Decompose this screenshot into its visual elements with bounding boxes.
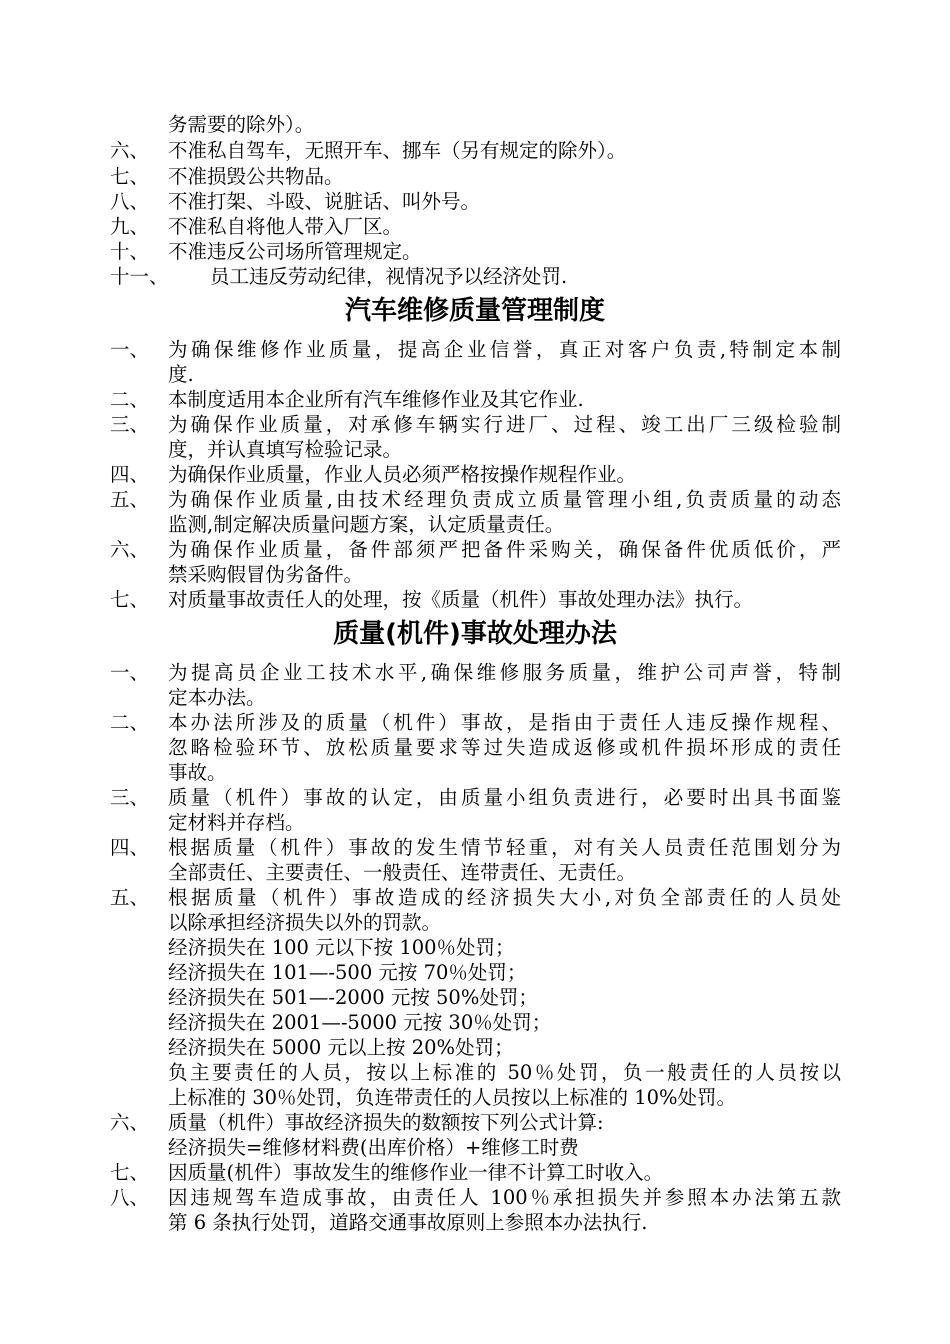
item-text: 监测,制定解决质量问题方案，认定质量责任。 bbox=[168, 513, 565, 536]
section-title: 汽车维修质量管理制度 bbox=[344, 296, 605, 326]
item-number: 七、 bbox=[110, 588, 150, 611]
item-text: 定本办法。 bbox=[168, 686, 266, 709]
item-text: 经济损失在 501—-2000 元按 50%处罚； bbox=[168, 986, 538, 1009]
item-text: 度. bbox=[168, 363, 194, 386]
item-number: 二、 bbox=[110, 711, 150, 734]
item-number: 十、 bbox=[110, 240, 150, 263]
item-number: 七、 bbox=[110, 1161, 150, 1184]
item-text: 经济损失在 100 元以下按 100％处罚； bbox=[168, 936, 515, 959]
item-text: 因质量(机件）事故发生的维修作业一律不计算工时收入。 bbox=[168, 1161, 664, 1184]
item-number: 十一、 bbox=[110, 265, 169, 288]
item-text: 负主要责任的人员，按以上标准的 50％处罚，负一般责任的人员按以 bbox=[168, 1061, 841, 1084]
item-text: 为确保作业质量，作业人员必须严格按操作规程作业。 bbox=[168, 463, 637, 486]
item-text: 事故。 bbox=[168, 761, 227, 784]
item-text: 员工违反劳动纪律，视情况予以经济处罚. bbox=[210, 265, 568, 288]
item-text: 质量（机件）事故的认定，由质量小组负责进行，必要时出具书面鉴 bbox=[168, 786, 841, 809]
item-number: 五、 bbox=[110, 488, 150, 511]
item-number: 五、 bbox=[110, 886, 150, 909]
item-number: 七、 bbox=[110, 165, 150, 188]
item-text: 不准打架、斗殴、说脏话、叫外号。 bbox=[168, 190, 481, 213]
item-text: 对质量事故责任人的处理，按《质量（机件）事故处理办法》执行。 bbox=[168, 588, 754, 611]
item-text: 第 6 条执行处罚，道路交通事故原则上参照本办法执行. bbox=[168, 1211, 648, 1234]
item-number: 三、 bbox=[110, 413, 150, 436]
item-text: 经济损失在 5000 元以上按 20%处罚； bbox=[168, 1036, 514, 1059]
item-text: 不准私自将他人带入厂区。 bbox=[168, 215, 403, 238]
paragraph-text: 务需要的除外）。 bbox=[168, 113, 315, 136]
item-number: 三、 bbox=[110, 786, 150, 809]
item-text: 质量（机件）事故经济损失的数额按下列公式计算: bbox=[168, 1111, 604, 1134]
item-text: 经济损失在 101—-500 元按 70％处罚； bbox=[168, 961, 527, 984]
item-text: 不准损毁公共物品。 bbox=[168, 165, 344, 188]
item-text: 经济损失在 2001—-5000 元按 30％处罚； bbox=[168, 1011, 552, 1034]
item-number: 一、 bbox=[110, 661, 150, 684]
section-title: 质量(机件)事故处理办法 bbox=[333, 619, 617, 649]
item-text: 禁采购假冒伪劣备件。 bbox=[168, 563, 364, 586]
item-number: 六、 bbox=[110, 538, 150, 561]
item-text: 度，并认真填写检验记录。 bbox=[168, 438, 403, 461]
item-text: 根据质量（机件）事故造成的经济损失大小,对负全部责任的人员处 bbox=[168, 886, 841, 909]
item-number: 二、 bbox=[110, 388, 150, 411]
item-text: 根据质量（机件）事故的发生情节轻重，对有关人员责任范围划分为 bbox=[168, 836, 841, 859]
item-text: 为确保维修作业质量，提高企业信誉，真正对客户负责,特制定本制 bbox=[168, 338, 841, 361]
item-text: 全部责任、主要责任、一般责任、连带责任、无责任。 bbox=[168, 861, 637, 884]
item-text: 以除承担经济损失以外的罚款。 bbox=[168, 911, 442, 934]
item-number: 四、 bbox=[110, 836, 150, 859]
item-text: 本办法所涉及的质量（机件）事故，是指由于责任人违反操作规程、 bbox=[168, 711, 841, 734]
item-text: 忽略检验环节、放松质量要求等过失造成返修或机件损坏形成的责任 bbox=[168, 736, 841, 759]
item-number: 九、 bbox=[110, 215, 150, 238]
item-text: 为确保作业质量，备件部须严把备件采购关，确保备件优质低价，严 bbox=[168, 538, 841, 561]
item-number: 六、 bbox=[110, 139, 150, 162]
item-text: 为提高员企业工技术水平,确保维修服务质量，维护公司声誉，特制 bbox=[168, 661, 841, 684]
item-number: 八、 bbox=[110, 190, 150, 213]
item-text: 不准违反公司场所管理规定。 bbox=[168, 240, 422, 263]
item-number: 八、 bbox=[110, 1186, 150, 1209]
item-text: 不准私自驾车，无照开车、挪车（另有规定的除外）。 bbox=[168, 139, 627, 162]
item-text: 经济损失=维修材料费(出库价格）+维修工时费 bbox=[168, 1136, 579, 1159]
item-text: 定材料并存档。 bbox=[168, 811, 305, 834]
item-text: 为确保作业质量,由技术经理负责成立质量管理小组,负责质量的动态 bbox=[168, 488, 841, 511]
item-text: 上标准的 30％处罚，负连带责任的人员按以上标准的 10%处罚。 bbox=[168, 1086, 737, 1109]
item-number: 四、 bbox=[110, 463, 150, 486]
item-number: 六、 bbox=[110, 1111, 150, 1134]
item-text: 因违规驾车造成事故，由责任人 100％承担损失并参照本办法第五款 bbox=[168, 1186, 841, 1209]
item-text: 为确保作业质量，对承修车辆实行进厂、过程、竣工出厂三级检验制 bbox=[168, 413, 841, 436]
item-number: 一、 bbox=[110, 338, 150, 361]
item-text: 本制度适用本企业所有汽车维修作业及其它作业. bbox=[168, 388, 584, 411]
